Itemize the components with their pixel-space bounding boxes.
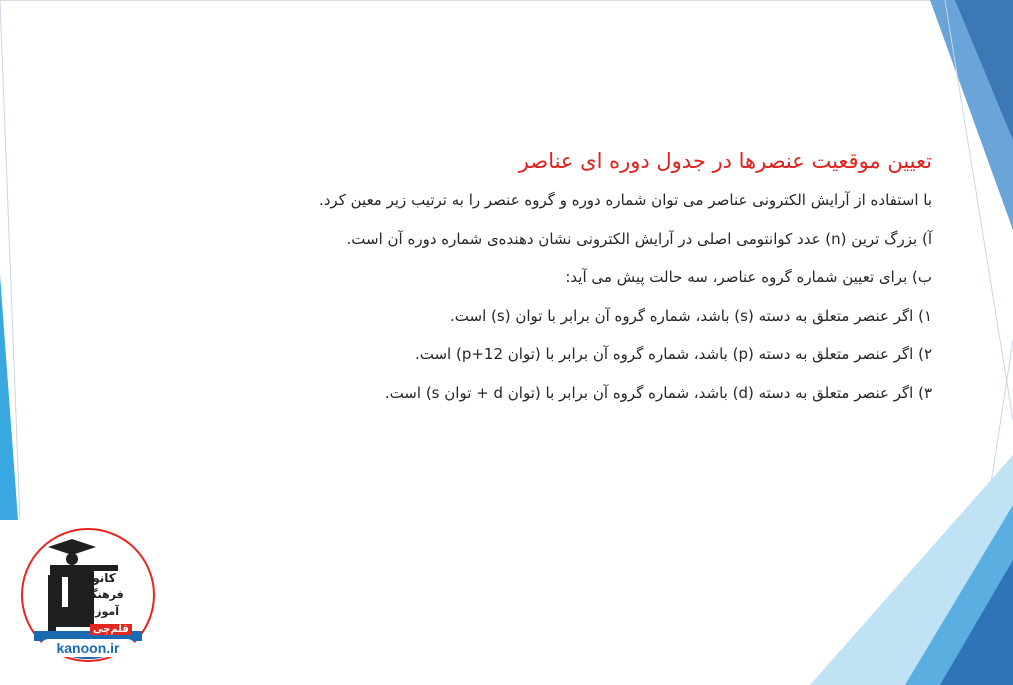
body-line-b: ب) برای تعیین شماره گروه عناصر، سه حالت پیش می آید: (565, 268, 932, 287)
logo-text-3: آموزش (80, 605, 119, 618)
logo-site-label: kanoon.ir (40, 639, 136, 657)
body-line-2: ۲) اگر عنصر متعلق به دسته (p) باشد، شماره گروه آن برابر با (توان 12+p) است. (414, 345, 932, 364)
slide-body (232, 190, 932, 422)
logo-text-4: قلم‌چی (90, 624, 132, 635)
slide-title: تعیین موقعیت عنصرها در جدول دوره ای عناصر (518, 149, 932, 173)
logo-text-2: فرهنگی (80, 588, 124, 601)
logo-text-1: کانون (82, 571, 116, 585)
body-line-3: ۳) اگر عنصر متعلق به دسته (d) باشد، شماره گروه آن برابر با (توان d + توان s) است. (384, 383, 932, 402)
body-line-intro: با استفاده از آرایش الکترونی عناصر می توان شماره دوره و گروه عنصر را به ترتیب زیر معین کرد. (318, 191, 932, 209)
body-line-a: آ) بزرگ ترین (n) عدد کوانتومی اصلی در آرایش الکترونی نشان دهنده‌ی شماره دوره آن است. (346, 229, 932, 248)
body-line-1: ۱) اگر عنصر متعلق به دسته (s) باشد، شماره گروه آن برابر با توان (s) است. (450, 306, 932, 325)
